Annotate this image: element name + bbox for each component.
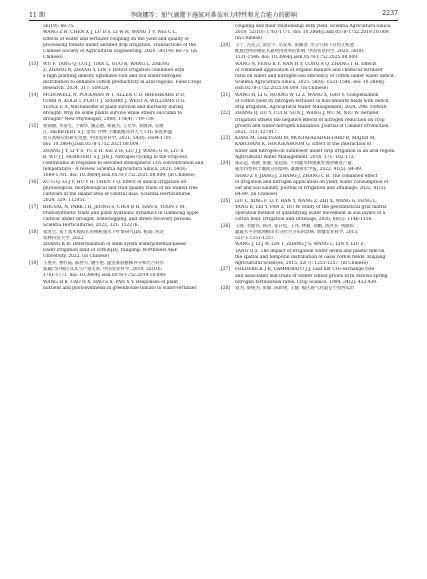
reference-line: 刘杰, 蔡焕杰, 张敏, 陈新明, 王健. 膜区施气对温室小型西瓜形 xyxy=(235,286,355,292)
reference-line: operation method of quantifying water movement in soil layers of a xyxy=(235,211,386,217)
reference-line: Chinese) xyxy=(43,55,63,61)
reference-line: ZHANG Q, DU Y, CUI B, SUN J, WANG J, WU M, NIU W. Aerated xyxy=(235,111,379,117)
reference-line: drought? New Phytologist, 2008, 178(4): 719-739. xyxy=(43,117,155,123)
reference-line: of combined application of organic manure and chemical fertilizer xyxy=(235,67,383,73)
reference-line: distribution to enhance cotton productivity in arid regions. Field Crops xyxy=(43,80,202,85)
reference-line: 张凯宝. 基于蒸木摸拟长的梯桩施水下叶菜研究[D]. 杨凌: 西北 xyxy=(43,229,164,235)
reference-line: nutrient and photosynthesis in greenhouse tomato to water-fertilizer xyxy=(43,285,197,291)
reference-number: [27] xyxy=(221,267,231,273)
reference-line: WANG Z H, CHEN X J, LU D S, LI W H, WANG T Y, WEI C L. xyxy=(43,30,178,36)
reference-line: of cotton yield by nitrogen fertilizer in non-uniform fields with deficit xyxy=(235,98,389,104)
reference-line: Chinese Society of Agricultural Engineering, 2020, 36(19): 66-75. (in xyxy=(43,48,198,54)
reference-entry xyxy=(29,205,204,230)
reference-entry xyxy=(221,199,396,224)
issue-number: 11 期 xyxy=(29,12,46,19)
reference-entry xyxy=(29,230,204,242)
reference-column-left xyxy=(29,24,204,292)
reference-entry xyxy=(29,30,204,61)
reference-line: 邵志远, 蒋静, 张敏, 张超波. 不同灌水和施氮处理对棉麦产量, xyxy=(235,161,353,167)
reference-line: 氮耦合的响应及其与产量关系. 中国农业科学, 2019, 52(10): xyxy=(43,267,163,273)
reference-line: ZHANG K B: Determination of stem xylem waterpotential-based xyxy=(43,242,186,248)
reference-line: KIANI M, GHEYSARI M, MOSTAFAZADEH-FARD B, MAJIDI M, xyxy=(235,136,376,142)
reference-line: processing tomato under aerated drip irrigation. Transactions of the xyxy=(43,42,196,48)
reference-line: 1761-1771. doi: 10.3864/j.issn.0578-1752.2019.10.009. xyxy=(43,273,167,279)
reference-line: 耗水特性和土壤盐分的影响. 灌溉排水学报, 2022, 41(5): 84-89. xyxy=(235,167,363,173)
reference-line: water and nitrogen on sunflower under drip irrigation in an arid region. xyxy=(235,148,396,154)
reference-line: LIU L, XING F, LI Y, HAN Y, WANG Z, ZHI X, WANG G, FENG L, xyxy=(235,198,378,204)
reference-line: 2021, 313: 127917. xyxy=(235,129,279,135)
reference-line: 56(19): 66-75. xyxy=(43,24,75,29)
reference-line: physiological, morphological and fruit quality traits of six walnut tree xyxy=(43,185,198,191)
reference-number: [18] xyxy=(29,229,39,235)
reference-line: drip irrigation. Agricultural Water Management, 2024, 298: 108850. xyxy=(235,104,388,110)
reference-number: [26] xyxy=(221,223,231,229)
reference-line: SHAO Z Y, JIANG J, ZHANG J, ZHANG C B. The combined effect xyxy=(235,173,378,179)
reference-entry xyxy=(29,124,204,149)
reference-entry xyxy=(29,149,204,180)
reference-line: 江, HERBTERT S J. 金周. 作物-土壤氮循环对大气 CO₂ 浓度和温 xyxy=(43,129,173,135)
reference-entry xyxy=(29,24,204,30)
reference-line: WANG N, FENG K Y, NAN H Y, CONG A Q, ZHANG T H. Effects xyxy=(235,61,377,67)
reference-line: Agricultural Water Management, 2016, 171: 162-172. xyxy=(235,154,355,160)
reference-entry xyxy=(221,93,396,111)
reference-line: a high planting density optimizes root and soil water-nitrogen xyxy=(43,73,182,79)
reference-line: 2019, 52(10): 1761-1771. doi: 10.3864/j.issn.0578-1752.2019.10.009. xyxy=(235,30,390,36)
reference-number: [14] xyxy=(29,92,39,98)
reference-number: [23] xyxy=(221,136,231,142)
reference-entry xyxy=(29,242,204,260)
reference-number: [22] xyxy=(221,111,231,117)
reference-number: [20] xyxy=(221,42,231,48)
reference-line: growth and water-nitrogen utilization. Journal of Cleaner Production, xyxy=(235,123,390,129)
reference-number: [17] xyxy=(29,204,39,210)
running-header xyxy=(29,8,398,21)
reference-line: drought: Why do some plants survive while others succumb to xyxy=(43,111,182,117)
reference-line: Scientia Horticulturae, 2023, 321: 112276. xyxy=(43,223,139,229)
reference-line: FREDERICK J R, CAMBERATO J J. Leaf net CO₂-exchange rate xyxy=(235,267,375,273)
reference-line: 张锦丽, 李彦生, 于锡华, 潘志德, 刘彼杰, 王光华, 刘晓冰, 吴俊 xyxy=(43,123,164,129)
reference-entry xyxy=(29,93,204,124)
reference-line: irrigation offsets the negative effects of nitrogen reduction on crop xyxy=(235,117,385,123)
reference-number: [16] xyxy=(29,179,39,185)
reference-line: TANG Q X. The impact of irrigation water levels and plastic film on xyxy=(235,248,385,254)
reference-line: XU G Q, LI J Y, HU Y H, CHEN T Q. Effect of deficit irrigation on xyxy=(43,179,187,185)
reference-line: 灌溉水平对绿洲棉田水分时空分布的影响. 新疆农业科学, 2015, xyxy=(235,229,359,235)
reference-number: [13] xyxy=(29,61,39,67)
reference-line: temperature - A review. Scientia Agricultura Sinica, 2021, 54(8): xyxy=(43,167,188,173)
reference-entry xyxy=(221,161,396,173)
reference-line: Scientia Agricultura Sinica, 2025, 58(8): 1531-1546. doi: 10.3864/j. xyxy=(235,80,386,85)
reference-line: 王静, 李健伟, 韩涛, 张日松, 王亮, 林毅, 刘鹏, 汤洪多. 残膜和 xyxy=(235,223,354,229)
reference-line: cultivar under drought, waterlogging, and stress recovery periods. xyxy=(43,216,193,222)
reference-entry xyxy=(29,62,204,93)
reference-line: 2024, 329: 112951. xyxy=(43,198,87,204)
reference-line: University, 2022. (in Chinese) xyxy=(43,254,110,260)
reference-line: KARCHANI K, HOOGENBOOM G. Effect of the interaction of xyxy=(235,142,371,148)
reference-line: 王虎兵, 曹红霞, 郝舒雪, 潘小艳. 温室番茄植株养分和光合对水 xyxy=(43,260,164,266)
reference-number: [24] xyxy=(221,161,231,167)
reference-line: 84-89. (in Chinese) xyxy=(235,192,278,198)
reference-line: 配施比例对棉花水氮利用效率的影响. 中国农业科学, 2025, 58(8): xyxy=(235,48,365,54)
reference-line: coupling and their relationship with yield. Scientia Agricultura Sinica, xyxy=(235,24,392,29)
reference-entry xyxy=(221,174,396,199)
reference-line: WU F, TANG Q, CUI J, TIAN L, GUO R, WANG L, ZHENG xyxy=(43,61,170,67)
reference-number: [19] xyxy=(29,260,39,266)
reference-number: [25] xyxy=(221,198,231,204)
reference-line: doi: 10.3864/j.issn.0578-1752.2021.08.009. xyxy=(43,142,140,148)
reference-line: WANG J, LI J W, LIN T, ZHANG J S, WANG L, LIN Y, LIU Z, xyxy=(235,242,365,248)
reference-line: 52(7): 1251-1257. xyxy=(235,235,275,241)
reference-line: the spatial and temporal distribution of oasis cotton fields. Xinjiang xyxy=(235,254,386,260)
reference-line: oat and soil salinity. Journal of Irrigation and Drainage, 2022, 41(5): xyxy=(235,186,387,192)
reference-line: issn.0578-1752.2025.08.009. (in Chinese) xyxy=(235,86,329,92)
reference-entry xyxy=(221,136,396,161)
reference-line: 1531-1546. doi: 10.3864/j.issn.0578-1752.2025.08.009. xyxy=(235,55,359,61)
reference-line: YANG B, LEI Y, FAN Z, DU W. Study of the geostatistical grid matrix xyxy=(235,204,387,210)
reference-line: ratio on water and nitrogen use efficiency of cotton under water deficit. xyxy=(235,73,396,79)
reference-line: COBB N, KOLB T, PLAUT J, SPERRY J, WEST A, WILLIAMS D G, xyxy=(43,98,186,104)
reference-line: 王宁, 冯克云, 南宏宇, 丛安琪, 张佩金. 水分亏缺下有机无机肥 xyxy=(235,42,355,48)
reference-line: cotton field. Irrigation and Drainage, 2020, 69(5): 1146-1156. xyxy=(235,217,373,223)
reference-number: [28] xyxy=(221,286,231,292)
reference-number: [15] xyxy=(29,123,39,129)
reference-entry xyxy=(221,111,396,136)
reference-entry xyxy=(221,43,396,61)
reference-line: nitrogen fertilization rates. Crop Science, 1994, 34(2): 432-439. xyxy=(235,279,378,285)
reference-line: Z, ZHANG N, ZHANG Y, LIN T. Deficit irrigation combined with xyxy=(43,67,185,73)
reference-line: YEPEZ E A. Mechanisms of plant survival and mortality during xyxy=(43,104,184,110)
reference-line: 农林科技大学, 2022. xyxy=(43,235,85,241)
reference-entry xyxy=(29,180,204,205)
reference-line: continuums in response to elevated atmospheric CO₂ concentration and xyxy=(43,160,204,166)
reference-entry xyxy=(221,286,396,292)
reference-line: lower irrigation limit of cotton[D]. Yangling: Northwest A&F xyxy=(43,248,178,254)
reference-entry xyxy=(221,224,396,242)
running-title: 李晓娜等：加气滴灌下施氮对番茄水力特性和光合能力的影响 xyxy=(129,12,298,19)
reference-column-right xyxy=(221,24,396,293)
reference-line: BHUSAL N, PARK I H, JEONG S, CHOI B H, HAN S, YOON T M. xyxy=(43,204,186,210)
reference-number: [21] xyxy=(221,92,231,98)
reference-line: WANG H, LI G, HUANG W, LI Z, WANG X, GAO Y. Compensation xyxy=(235,92,379,98)
reference-entry xyxy=(221,62,396,93)
reference-line: Photosynthetic traits and plant hydraulic dynamics in Gamhong apple xyxy=(43,210,199,216)
reference-line: B, WU J J, HERBTERT S J, JIN J. Nitrogen cycling in the crop-soil xyxy=(43,154,188,160)
reference-line: (in Chinese) xyxy=(235,36,262,42)
reference-line: MCDOWELL N, POCKMAN W T, ALLEN C D, BRESHEARS D D, xyxy=(43,92,186,98)
reference-entry xyxy=(221,242,396,267)
reference-line: ZHANG J Y, LI Y S, YU Z H, XIE Z H, LIU J J, WANG G H, LIU X xyxy=(43,148,184,154)
reference-line: and associated leaf traits of winter wheat grown with various spring xyxy=(235,273,388,279)
reference-line: WANG H B, CAO H X, HAO S X, PAN X Y. Responses of plant xyxy=(43,279,179,285)
reference-line: Agricultural Sciences, 2015, 52(7): 1251-1257. (in Chinese) xyxy=(235,260,368,266)
reference-entry xyxy=(29,261,204,279)
reference-line: of irrigation and nitrogen application on yield, water consumption of xyxy=(235,179,389,185)
reference-entry xyxy=(221,267,396,285)
reference-line: 1684-1701. doi: 10.3864/j.issn.0578-1752.2021.08.009. (in Chinese) xyxy=(43,173,195,179)
reference-line: cultivars in the inland area of Central Asia. Scientia Horticulturae, xyxy=(43,192,192,197)
reference-entry xyxy=(29,280,204,292)
reference-line: Research, 2024, 317: 109524. xyxy=(43,86,110,92)
reference-line: 度升高响应的研究进展. 中国农业科学, 2021, 54(8): 1684-1701. xyxy=(43,136,173,141)
reference-line: Effects of water and fertilizer coupling on the yield and quality of xyxy=(43,36,189,42)
reference-entry xyxy=(221,24,396,42)
page-number: 2237 xyxy=(382,10,398,17)
